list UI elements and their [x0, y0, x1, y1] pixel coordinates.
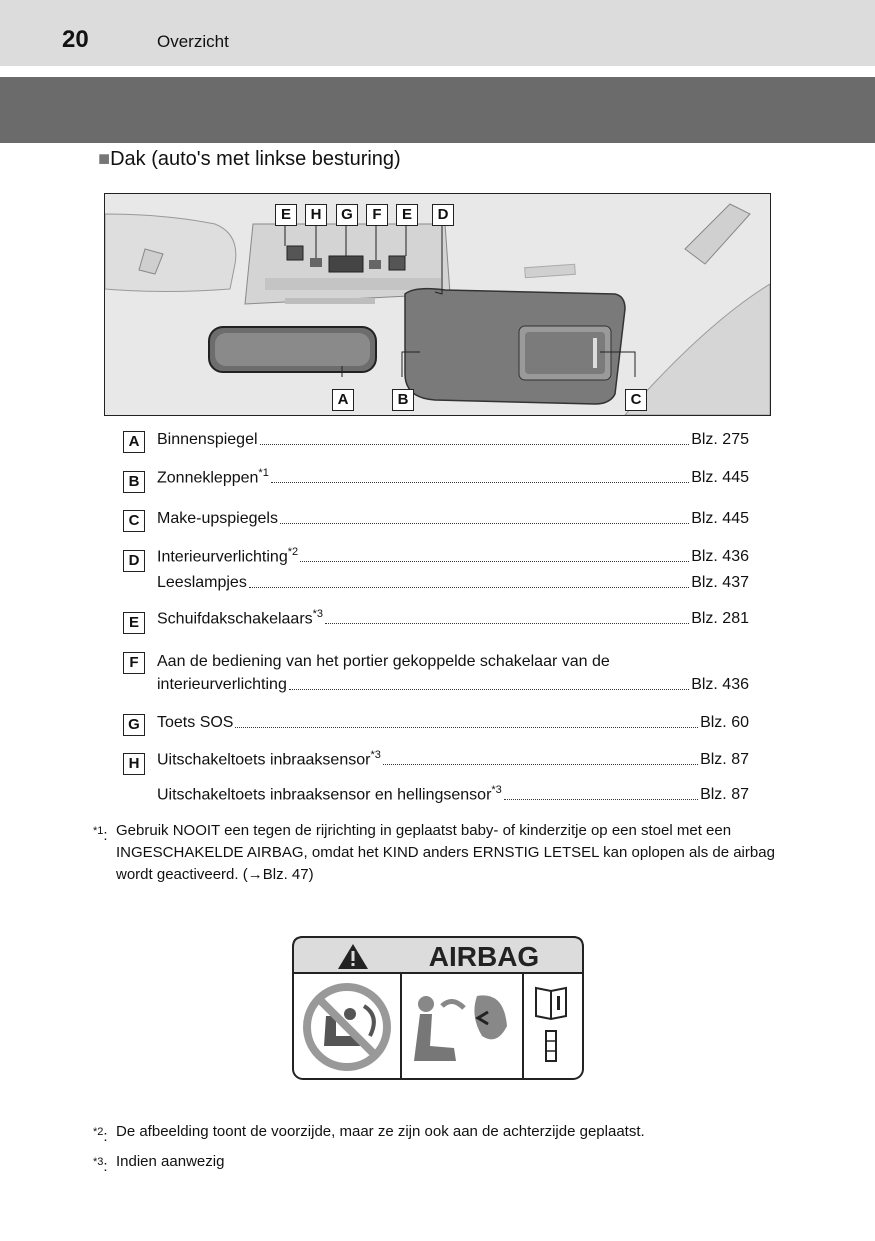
footnote-3-mark: *3 [93, 1156, 104, 1168]
heading-marker: ■ [98, 148, 111, 170]
roof-illustration [104, 193, 771, 416]
heading-title: Dak (auto's met linkse besturing) [110, 148, 401, 170]
list-item [157, 784, 749, 804]
item-page: Blz. 275 [691, 431, 749, 448]
item-letter-A: A [123, 431, 145, 453]
item-letter-H: H [123, 753, 145, 775]
item-page: Blz. 436 [691, 548, 749, 566]
footnote-1: $^{*1}$: Gebruik NOOIT een tegen de rijrichting in geplaatst baby- of kinderzitje op een stoel met een INGESCHAKELDE AIRBAG, omdat het KIND anders ERNSTIG LETSEL kan oplopen als de airbag wordt geactiveerd. (→Blz. 47) [93, 820, 773, 890]
item-letter-C: C [123, 510, 145, 532]
dot-leader [271, 482, 689, 483]
callout-A: A [332, 389, 354, 411]
dot-leader [280, 523, 689, 524]
item-label: Aan de bediening van het portier gekoppelde schakelaar van de [157, 653, 610, 670]
item-label: Leeslampjes [157, 574, 247, 591]
dot-leader [383, 764, 698, 765]
item-page: Blz. 445 [691, 469, 749, 487]
item-page: Blz. 60 [700, 714, 749, 731]
list-item [157, 510, 749, 528]
dot-leader [260, 444, 690, 445]
page-number: 20 [62, 26, 89, 53]
section-band [0, 77, 875, 143]
list-item [157, 653, 749, 671]
callout-F: F [366, 204, 388, 226]
item-label: Interieurverlichting$^{*2}$ [157, 546, 299, 566]
callout-H: H [305, 204, 327, 226]
list-item [157, 608, 749, 628]
item-label: Schuifdakschakelaars$^{*3}$ [157, 608, 324, 628]
callout-C: C [625, 389, 647, 411]
item-letter-D: D [123, 550, 145, 572]
dot-leader [249, 587, 689, 588]
footnote-2-mark: *2 [93, 1126, 104, 1138]
item-label: Toets SOS [157, 714, 234, 731]
footnote-3-text: Indien aanwezig [116, 1153, 225, 1170]
callout-B: B [392, 389, 414, 411]
item-page: Blz. 437 [691, 574, 749, 591]
callout-G: G [336, 204, 358, 226]
airbag-title: AIRBAG [428, 941, 540, 972]
airbag-warning-label [292, 936, 584, 1080]
item-page: Blz. 87 [700, 751, 749, 769]
footnote-ref: *3 [491, 784, 502, 796]
footnote-1-text: Gebruik NOOIT een tegen de rijrichting in geplaatst baby- of kinderzitje op een stoel met een INGESCHAKELDE AIRBAG, omdat het KIND anders ERNSTIG LETSEL kan oplopen als de airbag wordt geactiveerd. (→Blz. 47) [116, 822, 775, 883]
roof-drawing [105, 194, 770, 415]
callout-E-left: E [275, 204, 297, 226]
header-bar [0, 0, 875, 66]
list-item [157, 676, 749, 694]
item-letter-B: B [123, 471, 145, 493]
callout-D: D [432, 204, 454, 226]
item-page: Blz. 281 [691, 610, 749, 628]
item-label: Uitschakeltoets inbraaksensor en hellingsensor$^{*3}$ [157, 784, 502, 804]
item-letter-F: F [123, 652, 145, 674]
footnote-2: $^{*2}$: De afbeelding toont de voorzijde, maar ze zijn ook aan de achterzijde geplaatst. [93, 1121, 773, 1143]
item-label: Zonnekleppen$^{*1}$ [157, 467, 269, 487]
item-label: interieurverlichting [157, 676, 287, 693]
item-label: Uitschakeltoets inbraaksensor$^{*3}$ [157, 749, 381, 769]
list-item [157, 749, 749, 769]
dot-leader [325, 623, 689, 624]
item-page: Blz. 436 [691, 676, 749, 693]
footnote-3: $^{*3}$: Indien aanwezig [93, 1151, 773, 1173]
item-letter-G: G [123, 714, 145, 736]
item-page: Blz. 445 [691, 510, 749, 527]
subsection-heading [98, 148, 401, 171]
section-title: Overzicht [157, 32, 229, 51]
item-label: Binnenspiegel [157, 431, 258, 448]
item-label: Make-upspiegels [157, 510, 278, 527]
dot-leader [504, 799, 698, 800]
callout-E-right: E [396, 204, 418, 226]
list-item [157, 467, 749, 487]
item-page: Blz. 87 [700, 786, 749, 804]
list-item [157, 714, 749, 732]
footnote-ref: *1 [258, 467, 269, 479]
footnote-1-mark: *1 [93, 825, 104, 837]
list-item [157, 574, 749, 592]
dot-leader [300, 561, 689, 562]
item-letter-E: E [123, 612, 145, 634]
no-rear-facing-child-seat-icon [307, 987, 387, 1067]
list-item [157, 431, 749, 449]
footnote-ref: *2 [287, 546, 299, 558]
footnote-ref: *3 [312, 608, 324, 620]
dot-leader [235, 727, 698, 728]
list-item [157, 546, 749, 566]
footnote-2-text: De afbeelding toont de voorzijde, maar ze zijn ook aan de achterzijde geplaatst. [116, 1123, 645, 1140]
dot-leader [289, 689, 689, 690]
footnote-ref: *3 [370, 749, 381, 761]
